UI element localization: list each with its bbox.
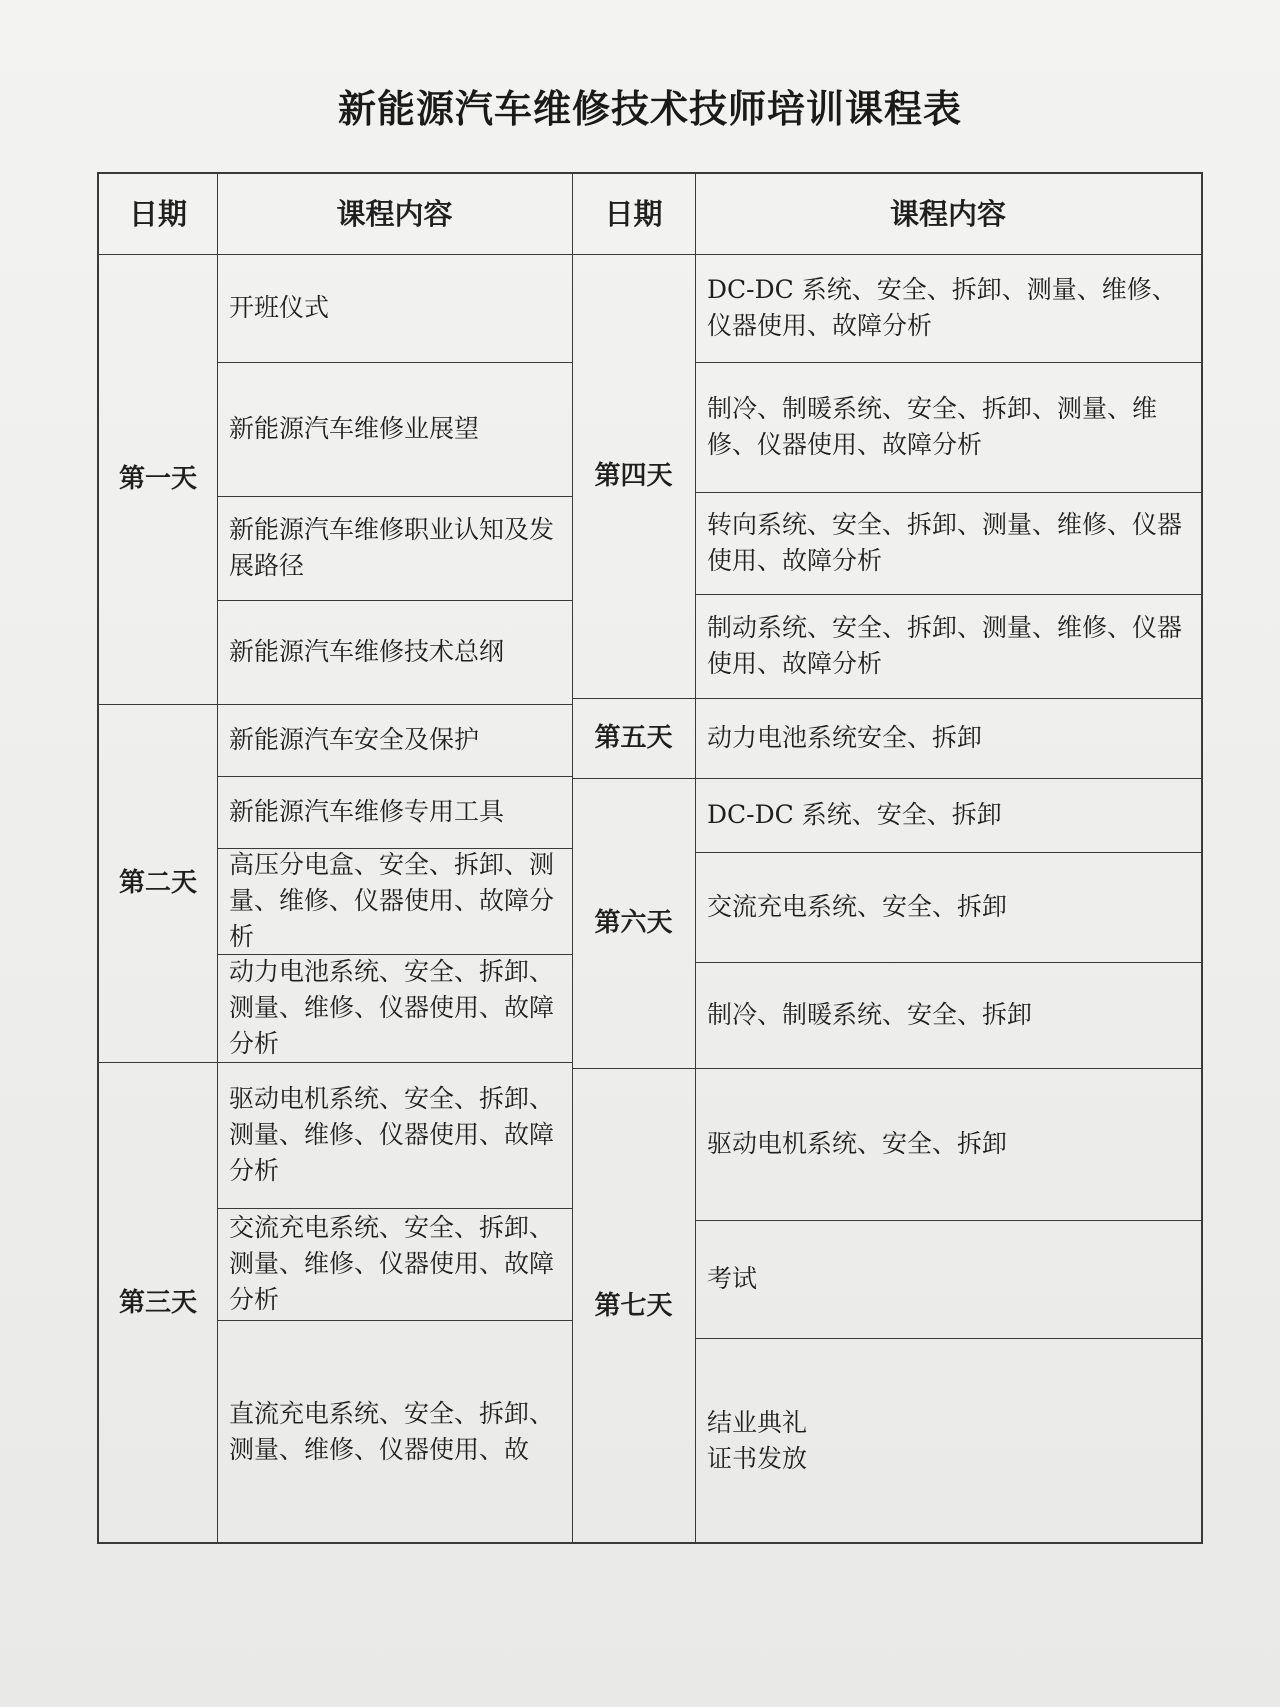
course-cell [217,496,572,600]
day-label: 第七天 [594,1291,673,1321]
day-label: 第五天 [594,723,673,753]
course-text: 结业典礼 证书发放 [707,1408,808,1473]
course-text: 直流充电系统、安全、拆卸、测量、维修、仪器使用、故 [229,1399,555,1464]
day-label: 第六天 [594,908,673,938]
header-date-right: 日期 [604,197,663,231]
course-text: 开班仪式 [229,293,330,322]
course-text: 动力电池系统、安全、拆卸、测量、维修、仪器使用、故障分析 [229,957,555,1058]
course-cell [695,492,1201,594]
header-content-left: 课程内容 [336,197,453,231]
course-text: 动力电池系统安全、拆卸 [707,723,983,752]
course-cell [217,362,572,496]
course-text: 新能源汽车安全及保护 [229,725,480,754]
course-cell [217,776,572,848]
course-cell [217,1320,572,1544]
course-text: 新能源汽车维修职业认知及发展路径 [229,515,555,580]
course-cell [217,1062,572,1208]
course-cell [695,254,1201,362]
course-cell [695,778,1201,852]
course-text: 交流充电系统、安全、拆卸、测量、维修、仪器使用、故障分析 [229,1213,555,1314]
course-cell [695,362,1201,492]
course-cell [217,704,572,776]
course-text: 高压分电盒、安全、拆卸、测量、维修、仪器使用、故障分析 [229,850,555,951]
course-text: 制冷、制暖系统、安全、拆卸、测量、维修、仪器使用、故障分析 [707,394,1158,459]
course-cell [217,954,572,1062]
course-text: 新能源汽车维修专用工具 [229,797,505,826]
schedule-table [97,172,1203,1544]
day-label: 第一天 [118,464,197,494]
course-cell [695,698,1201,778]
course-text: DC-DC 系统、安全、拆卸 [707,800,1002,829]
day-label: 第三天 [118,1288,197,1318]
course-text: 新能源汽车维修技术总纲 [229,637,505,666]
course-cell [695,962,1201,1068]
course-text: 考试 [707,1264,758,1293]
course-cell [695,852,1201,962]
course-cell [217,254,572,362]
course-text: 交流充电系统、安全、拆卸 [707,892,1008,921]
course-text: 转向系统、安全、拆卸、测量、维修、仪器使用、故障分析 [707,510,1183,575]
course-cell [217,600,572,704]
day-label: 第四天 [594,461,673,491]
course-cell [695,1068,1201,1220]
course-text: 新能源汽车维修业展望 [229,414,480,443]
header-date-left: 日期 [128,197,187,231]
course-cell [217,1208,572,1320]
course-cell [217,848,572,954]
course-text: DC-DC 系统、安全、拆卸、测量、维修、仪器使用、故障分析 [707,275,1177,340]
course-text: 驱动电机系统、安全、拆卸、测量、维修、仪器使用、故障分析 [229,1084,555,1185]
course-text: 制冷、制暖系统、安全、拆卸 [707,1000,1033,1029]
course-text: 制动系统、安全、拆卸、测量、维修、仪器使用、故障分析 [707,613,1183,678]
course-text: 驱动电机系统、安全、拆卸 [707,1129,1008,1158]
document-title: 新能源汽车维修技术技师培训课程表 [337,86,962,131]
course-cell [695,1338,1201,1544]
course-cell [695,594,1201,698]
course-cell [695,1220,1201,1338]
header-content-right: 课程内容 [889,197,1006,231]
day-label: 第二天 [118,868,197,898]
